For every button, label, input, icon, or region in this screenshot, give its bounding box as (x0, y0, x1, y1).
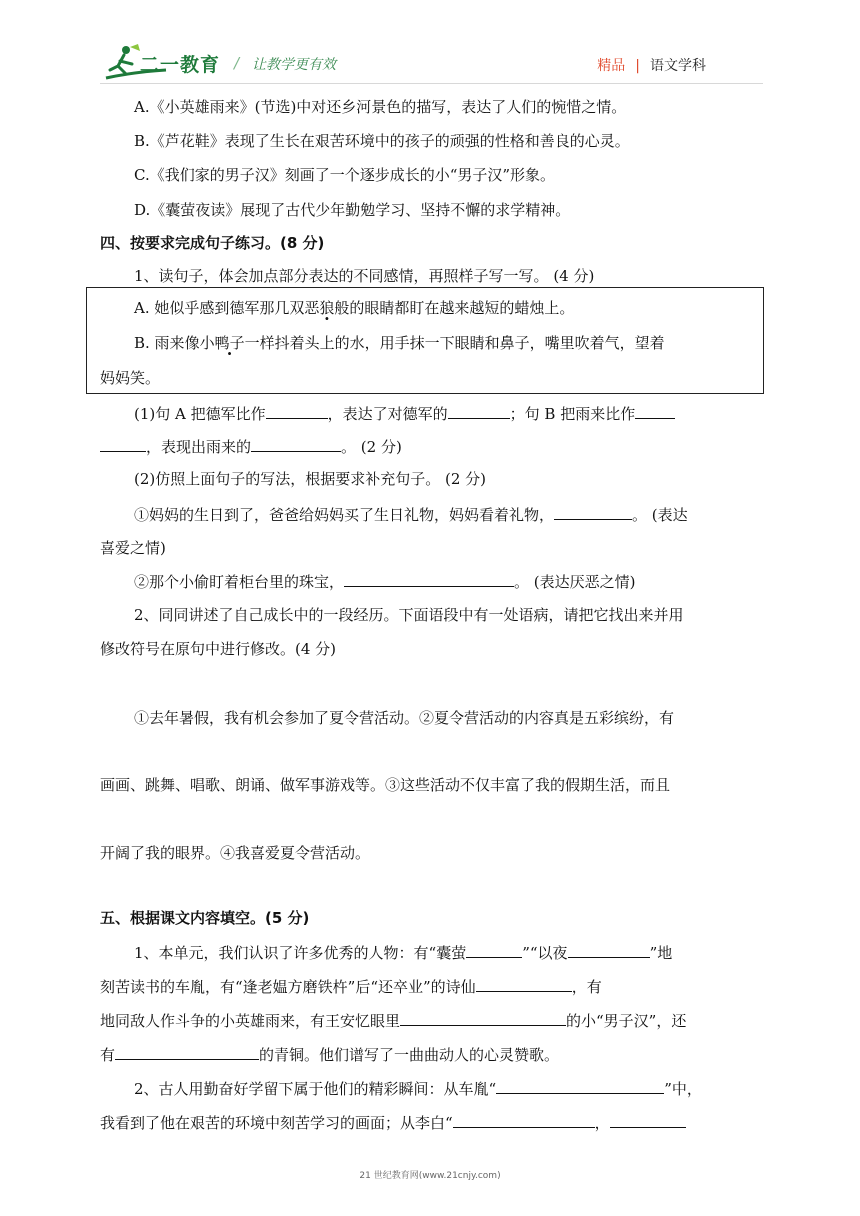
slogan-separator: / (234, 54, 240, 72)
header-right (597, 55, 706, 75)
section5-q2-line2: 我看到了他在艰苦的环境中刻苦学习的画面；从李白“ ， (100, 1111, 686, 1134)
example-sentence-b: B. 雨来像小鸭子一样 ·抖着头上的水，用手抹一下眼睛和鼻子，嘴里吹着气，望着 (134, 332, 665, 354)
answer-blank[interactable] (610, 1111, 686, 1128)
answer-blank[interactable] (251, 435, 341, 452)
answer-blank[interactable] (344, 570, 514, 587)
quality-tag: 精品 (597, 58, 626, 74)
answer-blank[interactable] (554, 503, 632, 520)
answer-blank[interactable] (453, 1111, 595, 1128)
sentence-2: ②那个小偷盯着柜台里的珠宝， 。 (表达厌恶之情) (134, 570, 636, 593)
section4-title: 四、按要求完成句子练习。(8 分) (100, 234, 325, 252)
section4-q2-line2: 修改符号在原句中进行修改。(4 分) (100, 640, 337, 658)
paragraph-line-2: 画画、跳舞、唱歌、朗诵、做军事游戏等。③这些活动不仅丰富了我的假期生活，而且 (100, 776, 671, 794)
answer-blank[interactable] (568, 941, 650, 958)
option-b: B.《芦花鞋》表现了生长在艰苦环境中的孩子的顽强的性格和善良的心灵。 (134, 132, 630, 150)
section4-q1: 1、读句子，体会加点部分表达的不同感情，再照样子写一写。 (4 分) (134, 267, 595, 285)
paragraph-line-1: ①去年暑假，我有机会参加了夏令营活动。②夏令营活动的内容真是五彩缤纷，有 (134, 709, 675, 727)
slogan: 让教学更有效 (252, 57, 336, 73)
question-1-2: (2)仿照上面句子的写法，根据要求补充句子。 (2 分) (134, 470, 487, 488)
section4-q2: 2、同同讲述了自己成长中的一段经历。下面语段中有一处语病，请把它找出来并用 (134, 606, 684, 624)
subject-label: 语文学科 (650, 58, 706, 74)
dotted-phrase-a: 恶狼般 (304, 299, 350, 317)
answer-blank[interactable] (466, 941, 522, 958)
sentence-1: ①妈妈的生日到了，爸爸给妈妈买了生日礼物，妈妈看着礼物， 。 (表达 (134, 503, 688, 526)
question-1-1-line2: ，表现出雨来的 。 (2 分) (100, 435, 402, 458)
answer-blank[interactable] (635, 402, 675, 419)
page-footer: 21 世纪教育网(www.21cnjy.com) (359, 1171, 501, 1181)
section5-title: 五、根据课文内容填空。(5 分) (100, 909, 310, 927)
header-rule (100, 83, 763, 84)
page-header (0, 0, 860, 90)
answer-blank[interactable] (448, 402, 510, 419)
sentence-1-line2: 喜爱之情) (100, 539, 166, 557)
paragraph-line-3: 开阔了我的眼界。④我喜爱夏令营活动。 (100, 844, 371, 862)
section5-q1-line4: 有 的青铜。他们谱写了一曲曲动人的心灵赞歌。 (100, 1043, 559, 1066)
section5-q1-line1: 1、本单元，我们认识了许多优秀的人物：有“囊萤 ”“以夜 ”地 (134, 941, 672, 964)
option-c: C.《我们家的男子汉》刻画了一个逐步成长的小“男子汉”形象。 (134, 166, 556, 184)
option-d: D.《囊萤夜读》展现了古代少年勤勉学习、坚持不懈的求学精神。 (134, 201, 571, 219)
answer-blank[interactable] (476, 975, 572, 992)
example-sentence-a: A. 她似乎感到德军那几双恶狼般的眼睛都盯在越来越短的蜡烛上。 (134, 299, 575, 317)
section5-q2-line1: 2、古人用勤奋好学留下属于他们的精彩瞬间：从车胤“ ”中， (134, 1077, 702, 1100)
answer-blank[interactable] (496, 1077, 664, 1094)
section5-q1-line2: 刻苦读书的车胤，有“逢老媪方磨铁杵”后“还卒业”的诗仙 ，有 (100, 975, 602, 998)
example-sentence-b-line2: 妈妈笑。 (100, 369, 161, 387)
header-divider: | (635, 58, 640, 74)
answer-blank[interactable] (115, 1043, 259, 1060)
dotted-phrase-b: 像小鸭子一样 · (185, 334, 275, 352)
option-a: A.《小英雄雨来》(节选)中对还乡河景色的描写，表达了人们的惋惜之情。 (134, 98, 627, 116)
answer-blank[interactable] (100, 435, 146, 452)
section5-q1-line3: 地同敌人作斗争的小英雄雨来，有王安忆眼里 的小“男子汉”，还 (100, 1009, 686, 1032)
answer-blank[interactable] (266, 402, 328, 419)
logo-text: 二一教育 (140, 54, 221, 76)
question-1-1: (1)句 A 把德军比作 ，表达了对德军的 ；句 B 把雨来比作 (134, 402, 675, 425)
answer-blank[interactable] (400, 1009, 566, 1026)
